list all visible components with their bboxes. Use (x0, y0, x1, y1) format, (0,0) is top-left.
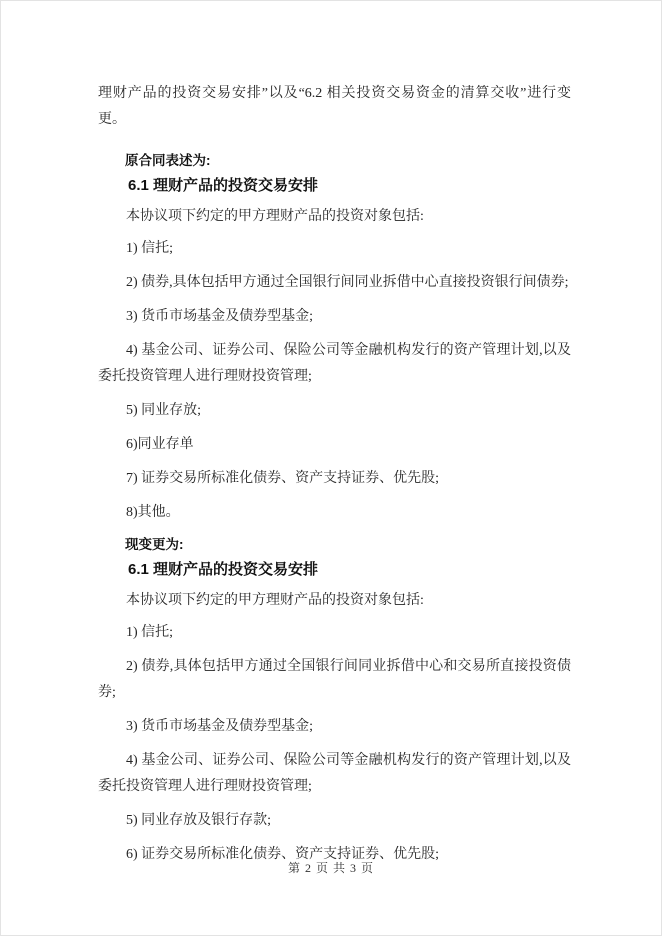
list-item: 8)其他。 (126, 505, 180, 520)
list-item: 6)同业存单 (126, 437, 194, 452)
list-item: 1) 信托; (126, 241, 174, 256)
list-item: 5) 同业存放; (126, 403, 202, 418)
section-heading: 6.1 理财产品的投资交易安排 (128, 177, 319, 194)
section-lead: 本协议项下约定的甲方理财产品的投资对象包括: (126, 209, 424, 224)
section-original-contract (98, 150, 571, 526)
page-footer (1, 859, 661, 876)
section-lead: 本协议项下约定的甲方理财产品的投资对象包括: (126, 593, 424, 608)
list-item: 4) 基金公司、证券公司、保险公司等金融机构发行的资产管理计划,以及委托投资管理人进行理财投资管理; (98, 343, 571, 384)
continuation-paragraph: 理财产品的投资交易安排”以及“6.2 相关投资交易资金的清算交收”进行变更。 (98, 86, 571, 127)
list-item: 2) 债券,具体包括甲方通过全国银行间同业拆借中心直接投资银行间债券; (126, 275, 569, 290)
section-label: 现变更为: (125, 537, 184, 552)
list-item: 6) 证券交易所标准化债券、资产支持证券、优先股; (126, 847, 440, 862)
list-item: 1) 信托; (126, 625, 174, 640)
page-number: 第 2 页 共 3 页 (287, 861, 374, 875)
list-item: 3) 货币市场基金及债券型基金; (126, 309, 314, 324)
list-item: 3) 货币市场基金及债券型基金; (126, 719, 314, 734)
list-item: 4) 基金公司、证券公司、保险公司等金融机构发行的资产管理计划,以及委托投资管理人进行理财投资管理; (98, 753, 571, 794)
section-label: 原合同表述为: (125, 153, 211, 168)
list-item: 2) 债券,具体包括甲方通过全国银行间同业拆借中心和交易所直接投资债券; (98, 659, 571, 700)
section-amended-contract (98, 534, 571, 868)
list-item: 7) 证券交易所标准化债券、资产支持证券、优先股; (126, 471, 440, 486)
section-heading: 6.1 理财产品的投资交易安排 (128, 561, 319, 578)
list-item: 5) 同业存放及银行存款; (126, 813, 272, 828)
